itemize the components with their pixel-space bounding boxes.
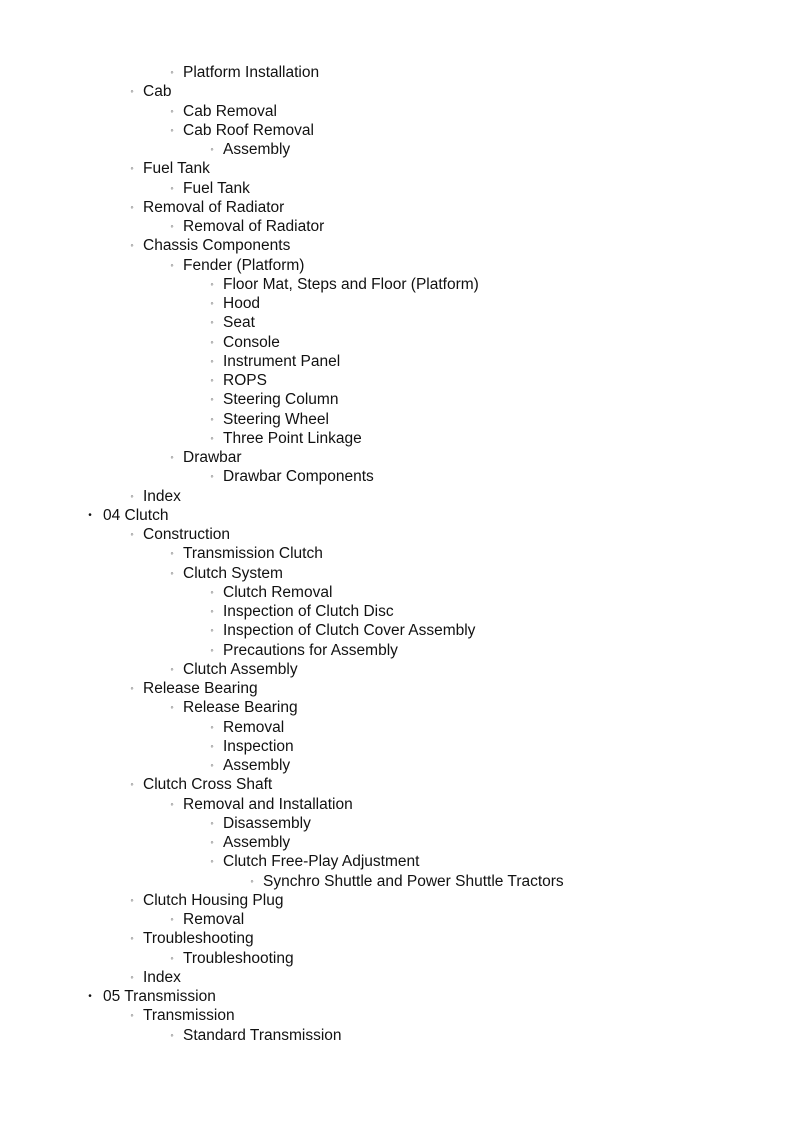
toc-item-level-3 [0, 718, 794, 737]
bullet-circle-icon: ◦ [170, 663, 174, 674]
toc-item-label: Clutch Free-Play Adjustment [223, 853, 420, 871]
toc-item-level-2 [0, 564, 794, 583]
bullet-circle-icon: ◦ [210, 432, 214, 443]
toc-item-label: Index [143, 968, 181, 986]
toc-item-label: Inspection of Clutch Cover Assembly [223, 622, 476, 640]
bullet-circle-icon: ◦ [210, 471, 214, 482]
toc-item-level-3 [0, 352, 794, 371]
toc-item-label: Seat [223, 314, 255, 332]
toc-item-label: Removal of Radiator [143, 198, 285, 216]
bullet-circle-icon: ◦ [170, 124, 174, 135]
toc-item-label: Troubleshooting [143, 930, 254, 948]
bullet-circle-icon: ◦ [210, 586, 214, 597]
bullet-circle-icon: ◦ [170, 452, 174, 462]
toc-item-label: Standard Transmission [183, 1026, 342, 1044]
toc-item-label: Console [223, 333, 280, 351]
bullet-circle-icon: ◦ [170, 67, 174, 77]
toc-item-label: Drawbar Components [223, 468, 374, 486]
bullet-circle-icon: ◦ [170, 221, 174, 231]
toc-item-label: Removal [223, 718, 285, 736]
bullet-circle-icon: ◦ [130, 490, 134, 501]
toc-item-level-2 [0, 102, 794, 121]
toc-item-label: Three Point Linkage [223, 429, 362, 447]
toc-item-level-2 [0, 660, 794, 679]
toc-item-level-3 [0, 410, 794, 429]
toc-item-level-1 [0, 679, 794, 698]
toc-item-level-2 [0, 63, 794, 82]
toc-item-label: Instrument Panel [223, 352, 341, 370]
toc-item-level-1 [0, 82, 794, 101]
toc-item-level-4 [0, 872, 794, 891]
bullet-circle-icon: ◦ [210, 144, 214, 154]
bullet-circle-icon: ◦ [210, 721, 214, 732]
bullet-circle-icon: ◦ [210, 394, 214, 405]
toc-item-level-3 [0, 852, 794, 871]
bullet-circle-icon: ◦ [170, 567, 174, 578]
bullet-circle-icon: ◦ [210, 760, 214, 770]
toc-item-level-2 [0, 795, 794, 814]
toc-item-label: Precautions for Assembly [223, 641, 398, 659]
toc-item-label: 05 Transmission [103, 988, 216, 1005]
toc-item-label: Clutch System [183, 564, 283, 582]
bullet-disc-icon: • [88, 991, 92, 1002]
bullet-circle-icon: ◦ [210, 740, 214, 751]
toc-item-level-1 [0, 968, 794, 987]
bullet-circle-icon: ◦ [130, 201, 134, 212]
bullet-circle-icon: ◦ [170, 259, 174, 270]
toc-item-label: Fender (Platform) [183, 256, 305, 274]
bullet-circle-icon: ◦ [210, 837, 214, 847]
toc-item-level-3 [0, 814, 794, 833]
toc-item-label: Chassis Components [143, 237, 291, 255]
toc-item-label: Assembly [223, 757, 291, 774]
toc-item-label: Inspection of Clutch Disc [223, 603, 394, 620]
toc-item-level-0 [0, 987, 794, 1006]
toc-item-level-3 [0, 467, 794, 486]
toc-item-label: Transmission [143, 1007, 235, 1025]
toc-item-level-3 [0, 602, 794, 621]
toc-item-label: Assembly [223, 141, 291, 158]
toc-item-level-1 [0, 891, 794, 910]
bullet-circle-icon: ◦ [130, 971, 134, 982]
toc-item-label: Release Bearing [183, 699, 298, 717]
bullet-circle-icon: ◦ [170, 1029, 174, 1040]
bullet-circle-icon: ◦ [130, 86, 134, 97]
toc-item-level-3 [0, 140, 794, 159]
toc-item-level-1 [0, 236, 794, 255]
toc-item-label: Removal of Radiator [183, 218, 325, 235]
toc-item-label: Removal and Installation [183, 795, 353, 813]
toc-item-level-3 [0, 833, 794, 852]
toc-item-label: Clutch Housing Plug [143, 891, 284, 909]
bullet-circle-icon: ◦ [210, 625, 214, 636]
toc-item-level-2 [0, 121, 794, 140]
toc-item-level-2 [0, 448, 794, 467]
toc-item-label: Clutch Cross Shaft [143, 776, 273, 794]
toc-item-level-2 [0, 256, 794, 275]
table-of-contents [0, 63, 794, 1045]
toc-item-level-3 [0, 583, 794, 602]
toc-item-level-1 [0, 929, 794, 948]
toc-item-level-3 [0, 756, 794, 775]
bullet-circle-icon: ◦ [170, 914, 174, 924]
bullet-circle-icon: ◦ [170, 182, 174, 193]
toc-item-label: Troubleshooting [183, 949, 294, 967]
bullet-circle-icon: ◦ [130, 240, 134, 251]
toc-item-label: Disassembly [223, 814, 311, 832]
toc-item-level-3 [0, 641, 794, 660]
toc-item-label: Steering Wheel [223, 410, 329, 428]
bullet-circle-icon: ◦ [210, 375, 214, 385]
toc-item-label: Index [143, 487, 181, 505]
bullet-circle-icon: ◦ [210, 278, 214, 289]
toc-item-level-1 [0, 525, 794, 544]
toc-item-level-1 [0, 487, 794, 506]
toc-item-label: Clutch Removal [223, 583, 333, 601]
bullet-circle-icon: ◦ [210, 317, 214, 328]
bullet-circle-icon: ◦ [210, 336, 214, 347]
bullet-circle-icon: ◦ [130, 1010, 134, 1021]
toc-item-label: Fuel Tank [143, 160, 210, 178]
toc-item-level-3 [0, 333, 794, 352]
toc-item-level-3 [0, 371, 794, 390]
toc-item-label: Cab Removal [183, 102, 277, 120]
toc-item-level-1 [0, 775, 794, 794]
toc-item-level-2 [0, 544, 794, 563]
toc-item-level-2 [0, 949, 794, 968]
toc-item-label: Drawbar [183, 449, 242, 466]
toc-item-label: Assembly [223, 834, 291, 851]
toc-item-level-3 [0, 621, 794, 640]
toc-item-level-1 [0, 1006, 794, 1025]
toc-item-level-3 [0, 313, 794, 332]
toc-item-level-2 [0, 179, 794, 198]
bullet-circle-icon: ◦ [130, 163, 134, 174]
toc-item-label: Floor Mat, Steps and Floor (Platform) [223, 275, 479, 293]
bullet-circle-icon: ◦ [210, 644, 214, 655]
bullet-circle-icon: ◦ [130, 933, 134, 944]
toc-item-label: Removal [183, 911, 245, 928]
toc-item-label: Synchro Shuttle and Power Shuttle Tractors [263, 872, 564, 890]
toc-item-label: Steering Column [223, 391, 339, 409]
bullet-circle-icon: ◦ [210, 606, 214, 616]
toc-item-label: 04 Clutch [103, 506, 169, 524]
toc-item-level-3 [0, 737, 794, 756]
toc-item-level-3 [0, 429, 794, 448]
bullet-circle-icon: ◦ [170, 952, 174, 963]
toc-item-label: Hood [223, 295, 261, 312]
bullet-circle-icon: ◦ [130, 683, 134, 693]
toc-item-level-3 [0, 390, 794, 409]
toc-item-label: Cab [143, 83, 172, 101]
bullet-circle-icon: ◦ [210, 856, 214, 867]
toc-item-level-1 [0, 198, 794, 217]
toc-item-label: Transmission Clutch [183, 545, 323, 563]
bullet-circle-icon: ◦ [170, 702, 174, 713]
toc-item-level-2 [0, 1026, 794, 1045]
toc-item-level-2 [0, 698, 794, 717]
bullet-circle-icon: ◦ [250, 875, 254, 886]
toc-item-label: Cab Roof Removal [183, 121, 314, 139]
bullet-circle-icon: ◦ [130, 779, 134, 790]
bullet-disc-icon: • [88, 509, 92, 521]
bullet-circle-icon: ◦ [130, 894, 134, 905]
toc-item-level-3 [0, 275, 794, 294]
bullet-circle-icon: ◦ [210, 413, 214, 424]
toc-item-label: Construction [143, 526, 231, 543]
toc-item-label: Platform Installation [183, 64, 320, 81]
toc-item-level-2 [0, 217, 794, 236]
toc-item-label: Fuel Tank [183, 179, 250, 197]
toc-item-level-0 [0, 506, 794, 525]
bullet-circle-icon: ◦ [210, 298, 214, 308]
toc-item-level-1 [0, 159, 794, 178]
toc-item-level-3 [0, 294, 794, 313]
bullet-circle-icon: ◦ [170, 548, 174, 559]
toc-item-label: Inspection [223, 737, 294, 755]
toc-item-level-2 [0, 910, 794, 929]
bullet-circle-icon: ◦ [210, 355, 214, 366]
bullet-circle-icon: ◦ [130, 529, 134, 539]
bullet-circle-icon: ◦ [210, 817, 214, 828]
bullet-circle-icon: ◦ [170, 105, 174, 116]
toc-item-label: ROPS [223, 372, 267, 389]
toc-item-label: Release Bearing [143, 680, 258, 697]
toc-item-label: Clutch Assembly [183, 660, 298, 678]
bullet-circle-icon: ◦ [170, 798, 174, 809]
